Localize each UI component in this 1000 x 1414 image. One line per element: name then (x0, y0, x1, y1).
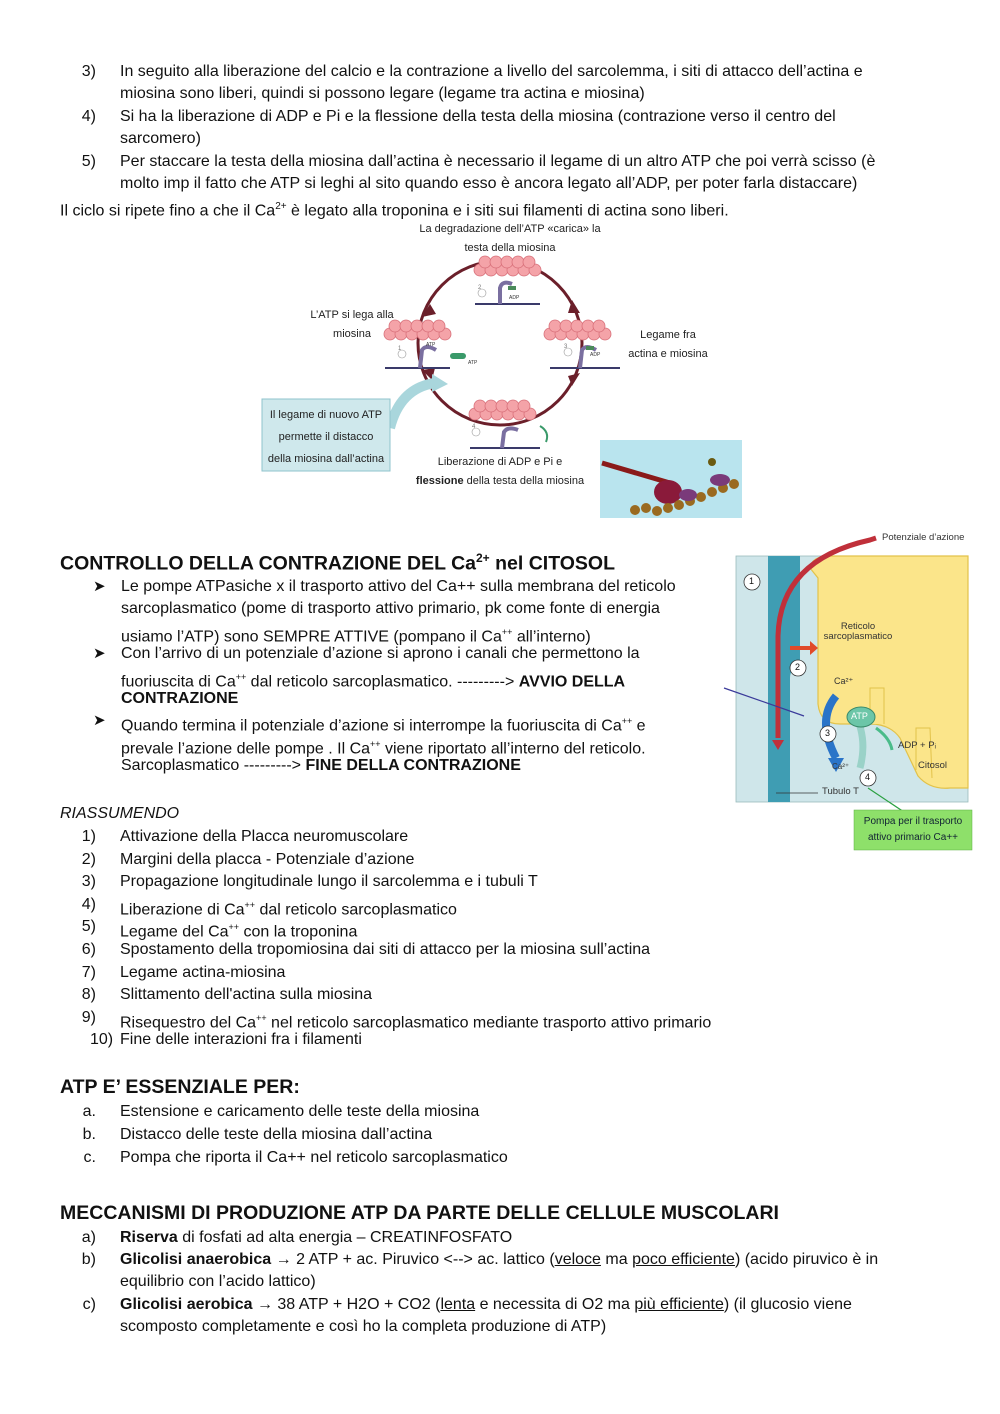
atp-tag: ATP (426, 342, 436, 348)
cytosol-label: Citosol (918, 760, 948, 771)
summary-list: 1) Attivazione della Placca neuromuscolare 2) Margini della placca - Potenziale d’azione 3) Propagazione longitudinale lungo il sarcolemma e i tubuli T 4) Liberazione di Ca++ dal reticolo sarcoplasmatico 5) Legame del Ca++ con la troponina 6) Spostamento della tropomiosina dai siti di attacco per la miosina sull’actina 7) Legame actina-miosina 8) Slittamento dell'actina sulla miosina 9) Risequestro del Ca++ nel reticolo sarcoplasmatico mediante trasporto attivo primario 10) Fine delle interazioni fra i filamenti (81, 828, 712, 1049)
cycle-label-top: La degradazione dell’ATP «carica» la testa della miosina (419, 223, 601, 254)
essential-list: a. Estensione e caricamento delle teste della miosina b. Distacco delle teste della miosina dall’actina c. Pompa che riporta il Ca++ nel reticolo sarcoplasmatico (82, 1103, 508, 1166)
step-number: 1 (398, 346, 402, 352)
cycle-sentence: Il ciclo si ripete fino a che il $Ca^{2+}$ è legato alla troponina e i siti sui filamenti di actina sono liberi. (60, 201, 729, 220)
reticulum-diagram (720, 528, 996, 854)
summary-title: RIASSUMENDO (60, 805, 180, 822)
curved-arrowhead (432, 374, 448, 392)
adp-label: ADP + Pᵢ (898, 740, 937, 751)
step-number: 4 (865, 772, 871, 782)
bullet-list: ➤ Le pompe ATPasiche x il trasporto attivo del Ca++ sulla membrana del reticolo sarcoplasmatico (pome di trasporto attivo primario, pk come fonte di energia usiamo l’ATP) sono SEMPRE ATTIVE (pompano il Ca++ all’interno) ➤ Con l’arrivo di un potenziale d’azione si aprono i canali che permettono la fuoriuscita di Ca++ dal reticolo sarcoplasmatico. ---------> AVVIO DELLA CONTRAZIONE ➤ Quando termina il potenziale d’azione si interrompe la fuoriuscita di Ca++ e prevale l’azione delle pompe . Il Ca++ viene riportato all’interno del reticolo. Sarcoplasmatico ---------> FINE DELLA CONTRAZIONE (93, 578, 676, 775)
reticulum-label: Reticolo sarcoplasmatico (823, 621, 893, 642)
adp-tag: ADP (590, 352, 601, 358)
arrow-bullet-icon: ➤ (93, 645, 106, 663)
sarcoplasmic-reticulum-figure (720, 528, 996, 854)
top-list: 3) In seguito alla liberazione del calcio e la contrazione a livello del sarcolemma, i siti di attacco dell’actina e miosina sono liberi, quindi si possono legare (legame tra actina e miosina) 4) Si ha la liberazione di ADP e Pi e la flessione della testa della miosina (contrazione verso il centro del sarcomero) 5) Per staccare la testa della miosina dall’actina è necessario il legame di un altro ATP che poi verrà scisso (è molto imp il fatto che ATP si leghi al sito quando esso è ancora legato all’ADP, per poter farla distaccare) (81, 63, 876, 192)
step-number: 3 (825, 728, 831, 738)
arrow-bullet-icon: ➤ (93, 712, 106, 730)
cycle-label-bottom: Liberazione di ADP e Pi e flessione della testa della miosina (415, 456, 585, 487)
atp-mechanisms-list: a) Riserva di fosfati ad alta energia – CREATINFOSFATO b) Glicolisi anaerobica → 2 ATP + ac. Piruvico <--> ac. lattico (veloce ma poco efficiente) (acido piruvico è in equilibrio con l’acido lattico) c) Glicolisi aerobica → 38 ATP + H2O + CO2 (lenta e necessita di O2 ma più efficiente) (il glucosio viene scomposto completamente e così ho la completa produzione di ATP) (81, 1229, 879, 1335)
step-number: 1 (749, 576, 755, 586)
curved-arrow (390, 383, 435, 428)
t-tubule-label: Tubulo T (822, 786, 859, 797)
section-title: CONTROLLO DELLA CONTRAZIONE DEL $Ca^{2+}$ nel CITOSOL (60, 551, 616, 575)
step-number: 2 (795, 662, 801, 672)
action-potential-label: Potenziale d’azione (882, 532, 965, 543)
section-title: ATP E’ ESSENZIALE PER: (60, 1076, 300, 1098)
section-title: MECCANISMI DI PRODUZIONE ATP DA PARTE DELLE CELLULE MUSCOLARI (60, 1202, 779, 1224)
stage-top (474, 256, 541, 304)
atp-tag: ATP (468, 360, 478, 366)
pump-label: Pompa per il trasporto attivo primario Ca++ (863, 816, 963, 843)
arrow-bullet-icon: ➤ (93, 578, 106, 595)
step-number: 4 (472, 424, 476, 430)
cycle-box-label: Il legame di nuovo ATP permette il distacco della miosina dall’actina (267, 409, 385, 465)
crossbridge-cycle-figure (250, 218, 750, 520)
cycle-label-right: Legame fra actina e miosina (628, 329, 708, 360)
adp-tag: ADP (509, 295, 520, 301)
step-number: 3 (564, 344, 568, 350)
step-number: 2 (478, 285, 482, 291)
atp-label: ATP (851, 711, 868, 721)
calcium-label: Ca²⁺ (834, 676, 854, 686)
calcium-label: Ca²⁺ (832, 762, 850, 771)
cycle-label-left: L’ATP si lega alla miosina (310, 309, 394, 340)
